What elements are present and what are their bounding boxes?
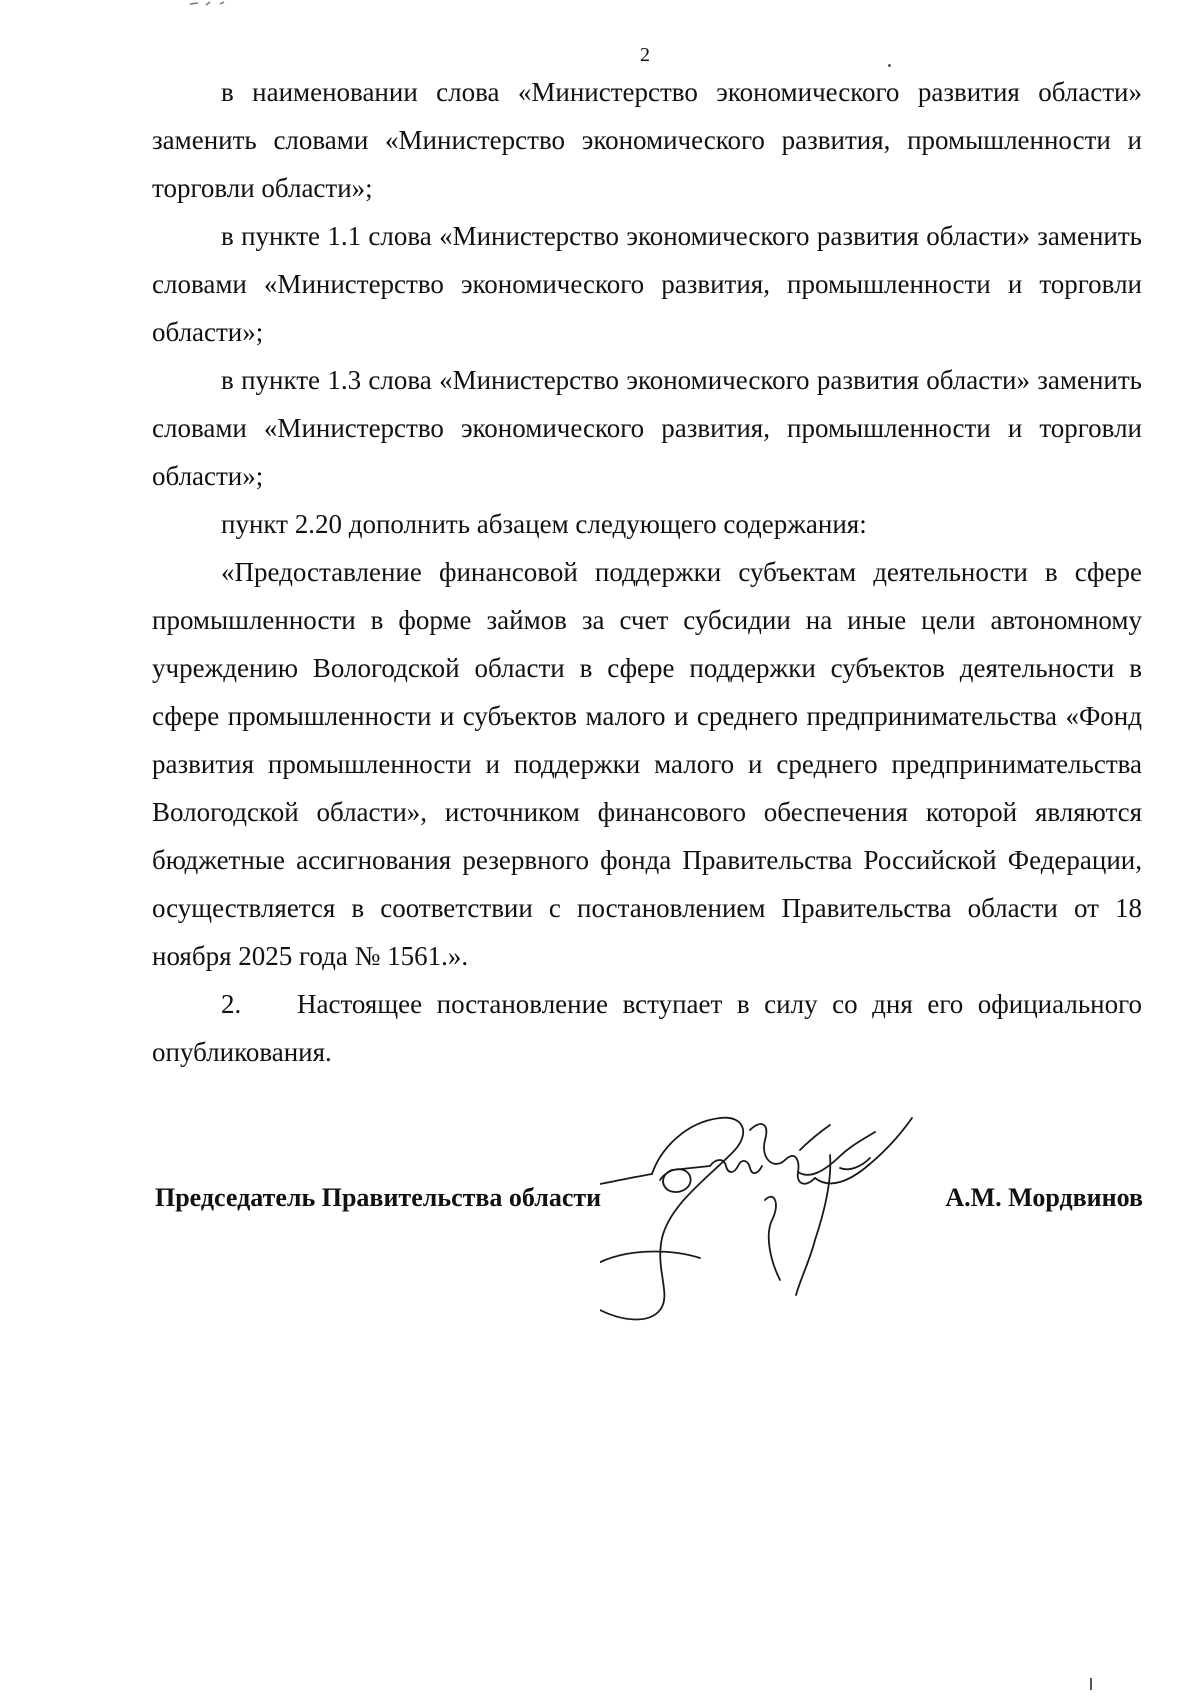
scan-artifact-tick <box>1090 1678 1092 1690</box>
paragraph-item-2-20-quote: «Предоставление финансовой поддержки субъектам деятельности в сфере промышленности в форме займов за счет субсидии на иные цели автономному учреждению Вологодской области в сфере поддержки субъектов деятельности в сфере промышленности и субъектов малого и среднего предпринимательства «Фонд развития промышленности и поддержки малого и среднего предпринимательства Вологодской области», источником финансового обеспечения которой являются бюджетные ассигнования резервного фонда Правительства Российской Федерации, осуществляется в соответствии с постановлением Правительства области от 18 ноября 2025 года № 1561.». <box>152 557 1142 971</box>
paragraph-item-1-1: в пункте 1.1 слова «Министерство экономического развития области» заменить словами «Министерство экономического развития, промышленности и торговли области»; <box>152 221 1142 347</box>
page-number: 2 <box>640 44 650 66</box>
scan-artifact-mark <box>188 0 238 8</box>
document-body <box>152 68 1142 1076</box>
signature-block <box>155 1183 1143 1223</box>
paragraph-item-1-3: в пункте 1.3 слова «Министерство экономического развития области» заменить словами «Министерство экономического развития, промышленности и торговли области»; <box>152 365 1142 491</box>
paragraph-item-2-20-intro: пункт 2.20 дополнить абзацем следующего содержания: <box>221 509 867 539</box>
numbered-item-2 <box>152 980 1142 1076</box>
item-text: Настоящее постановление вступает в силу со дня его официального опубликования. <box>152 989 1142 1067</box>
handwritten-signature <box>600 1110 940 1340</box>
item-number: 2. <box>221 989 242 1019</box>
signatory-name: А.М. Мордвинов <box>945 1183 1143 1212</box>
paragraph-rename-title: в наименовании слова «Министерство экономического развития области» заменить словами «Министерство экономического развития, промышленности и торговли области»; <box>152 77 1142 203</box>
signatory-title: Председатель Правительства области <box>155 1183 602 1212</box>
